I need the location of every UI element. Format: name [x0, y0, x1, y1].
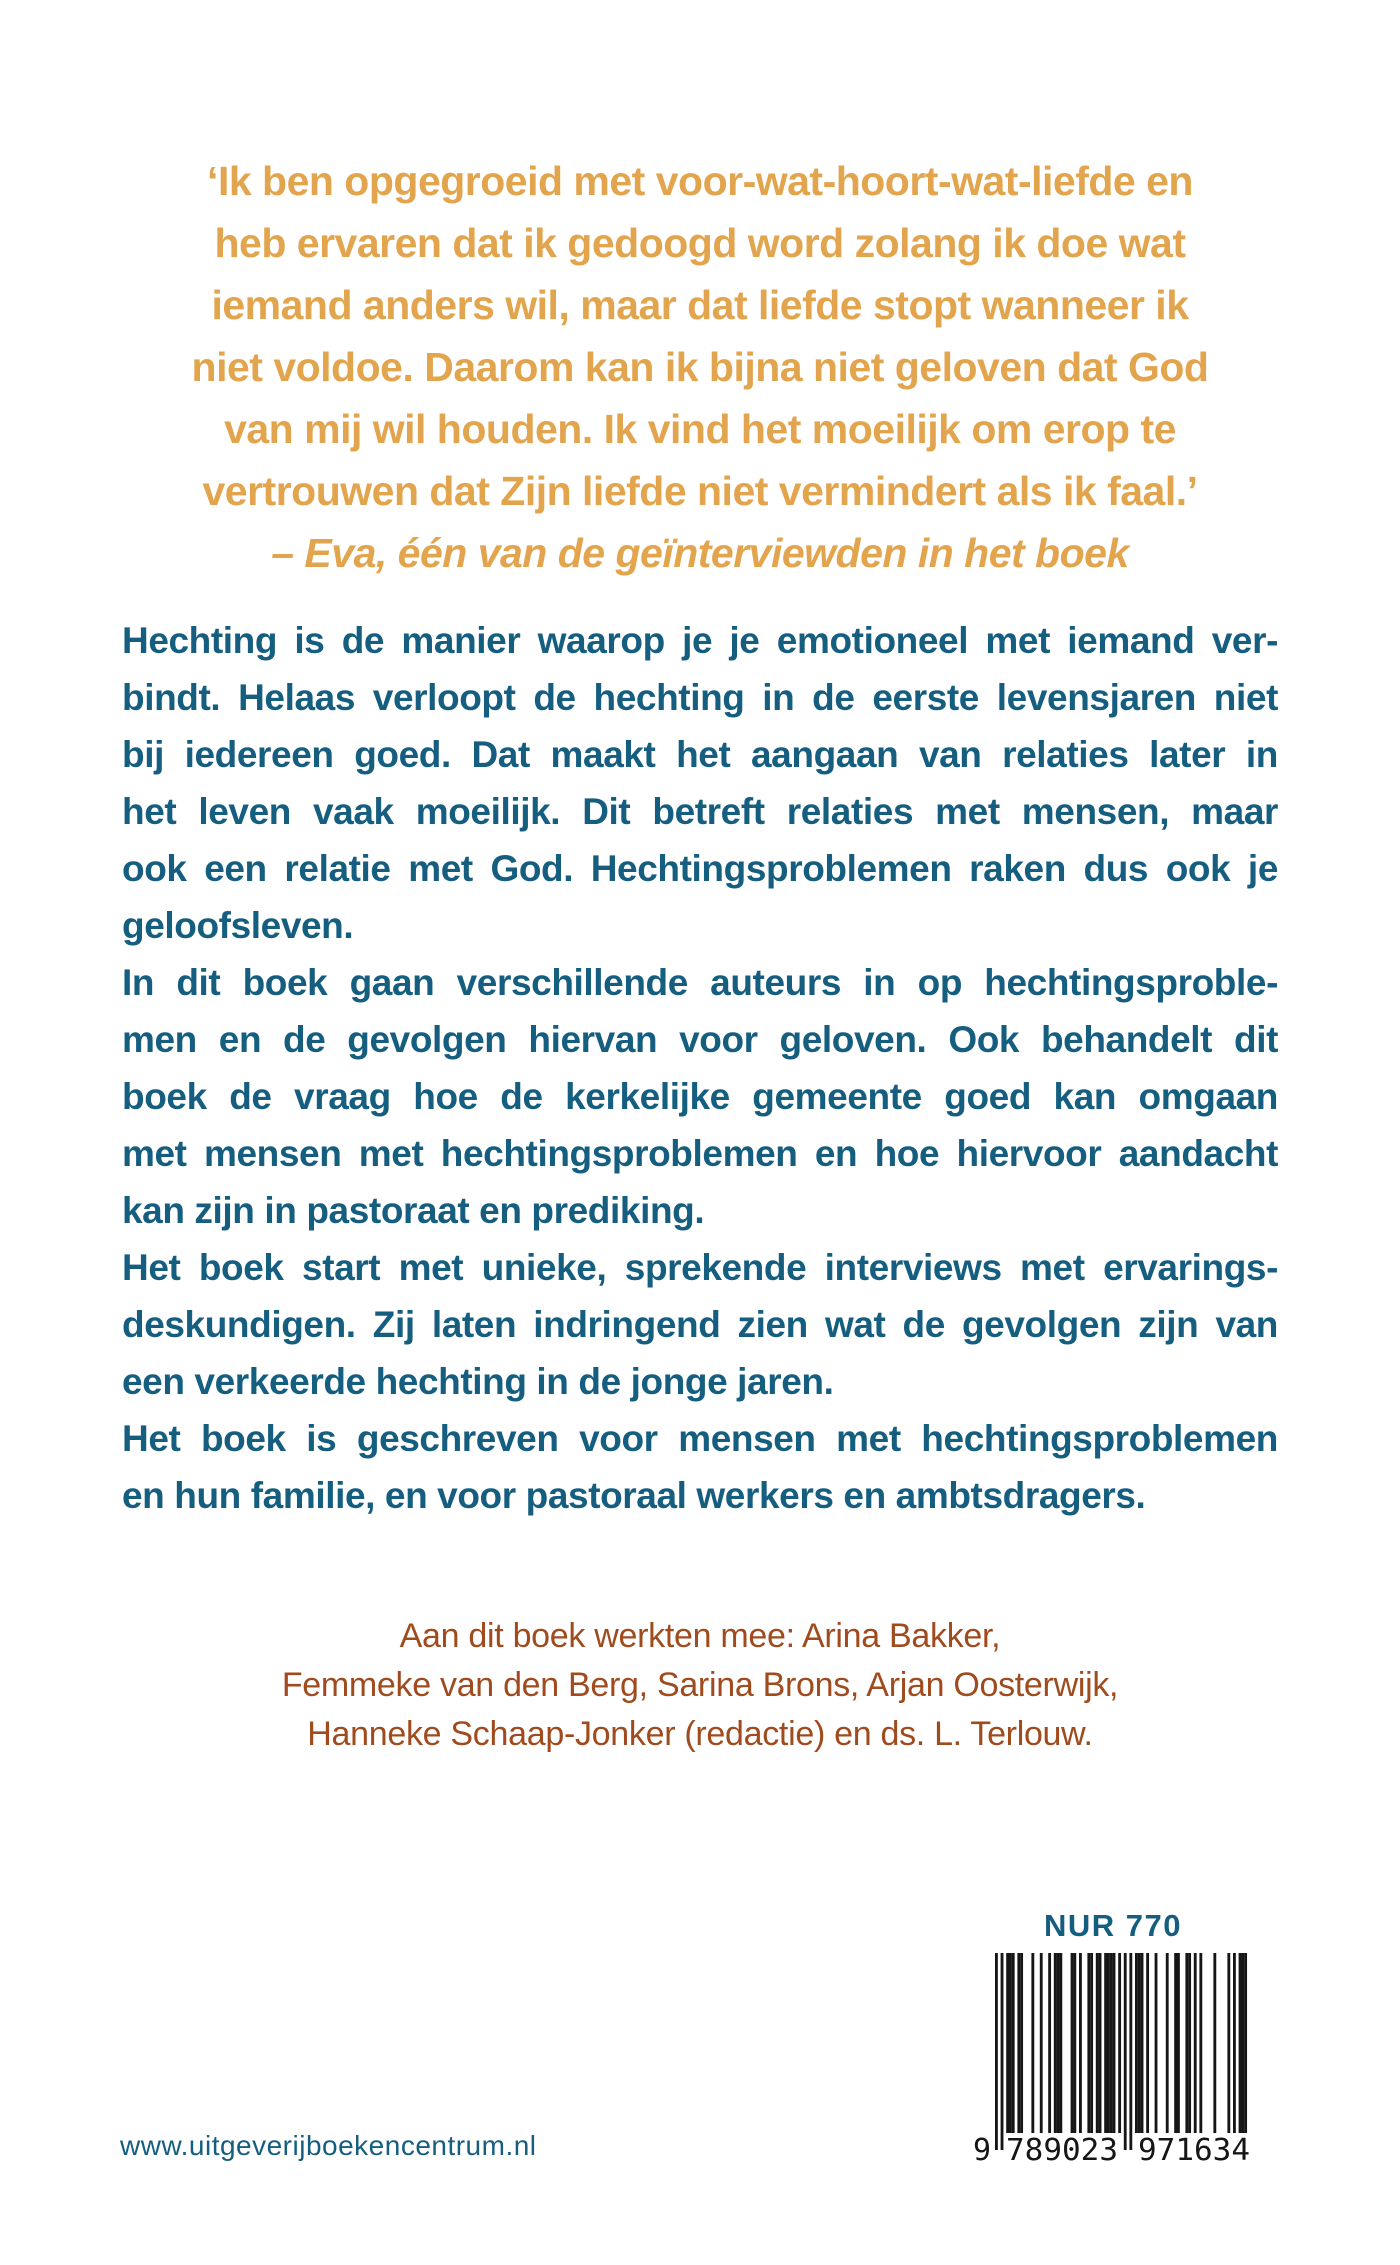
barcode-digits: 971634: [1138, 2133, 1250, 2165]
quote-line: vertrouwen dat Zijn liefde niet vermindert als ik faal.’: [202, 468, 1198, 514]
blurb-line: bij iedereen goed. Dat maakt het aangaan van relaties later in: [122, 734, 1278, 775]
blurb-line: boek de vraag hoe de kerkelijke gemeente goed kan omgaan: [122, 1076, 1278, 1117]
quote-line: niet voldoe. Daarom kan ik bijna niet geloven dat God: [191, 344, 1209, 390]
blurb-line: kan zijn in pastoraat en prediking.: [122, 1190, 705, 1231]
blurb-line: ook een relatie met God. Hechtingsproblemen raken dus ook je: [122, 848, 1278, 889]
blurb-paragraph: [122, 954, 1278, 1239]
blurb-line: Hechting is de manier waarop je je emotioneel met iemand ver-: [122, 620, 1278, 661]
quote-lines: [122, 150, 1278, 522]
blurb-line: en hun familie, en voor pastoraal werkers en ambtsdragers.: [122, 1475, 1146, 1516]
blurb-line: Het boek start met unieke, sprekende interviews met ervarings-: [122, 1247, 1278, 1288]
blurb-line: bindt. Helaas verloopt de hechting in de eerste levensjaren niet: [122, 677, 1278, 718]
contributors-line: Hanneke Schaap-Jonker (redactie) en ds. L. Terlouw.: [307, 1715, 1093, 1753]
testimonial-quote: [122, 150, 1278, 584]
blurb-line: met mensen met hechtingsproblemen en hoe hiervoor aandacht: [122, 1133, 1278, 1174]
quote-line: van mij wil houden. Ik vind het moeilijk om erop te: [224, 406, 1176, 452]
quote-line: iemand anders wil, maar dat liefde stopt wanneer ik: [211, 282, 1189, 328]
blurb-line: In dit boek gaan verschillende auteurs in op hechtingsproble-: [122, 962, 1278, 1003]
contributors-line: Femmeke van den Berg, Sarina Brons, Arjan Oosterwijk,: [281, 1666, 1119, 1704]
blurb-line: het leven vaak moeilijk. Dit betreft relaties met mensen, maar: [122, 791, 1278, 832]
quote-line: ‘Ik ben opgegroeid met voor-wat-hoort-wat-liefde en: [207, 158, 1193, 204]
blurb-line: men en de gevolgen hiervan voor geloven. Ook behandelt dit: [122, 1019, 1278, 1060]
ean13-barcode: [963, 1953, 1263, 2165]
nur-code: NUR 770: [1044, 1908, 1182, 1943]
barcode-digits: 9: [972, 2133, 991, 2165]
blurb-line: een verkeerde hechting in de jonge jaren.: [122, 1361, 834, 1402]
publisher-website: www.uitgeverijboekencentrum.nl: [120, 2130, 537, 2161]
blurb-line: deskundigen. Zij laten indringend zien wat de gevolgen zijn van: [122, 1304, 1278, 1345]
blurb-paragraph: [122, 1410, 1278, 1524]
blurb-line: geloofsleven.: [122, 905, 354, 946]
barcode-digits: 789023: [1006, 2133, 1118, 2165]
quote-attribution: – Eva, één van de geïnterviewden in het boek: [271, 530, 1129, 576]
blurb: [122, 612, 1278, 1524]
quote-line: heb ervaren dat ik gedoogd word zolang ik doe wat: [214, 220, 1186, 266]
blurb-paragraph: [122, 1239, 1278, 1410]
contributors-line: Aan dit boek werkten mee: Arina Bakker,: [399, 1617, 1001, 1655]
blurb-paragraph: [122, 612, 1278, 954]
contributors: [122, 1612, 1278, 1759]
blurb-line: Het boek is geschreven voor mensen met hechtingsproblemen: [122, 1418, 1278, 1459]
